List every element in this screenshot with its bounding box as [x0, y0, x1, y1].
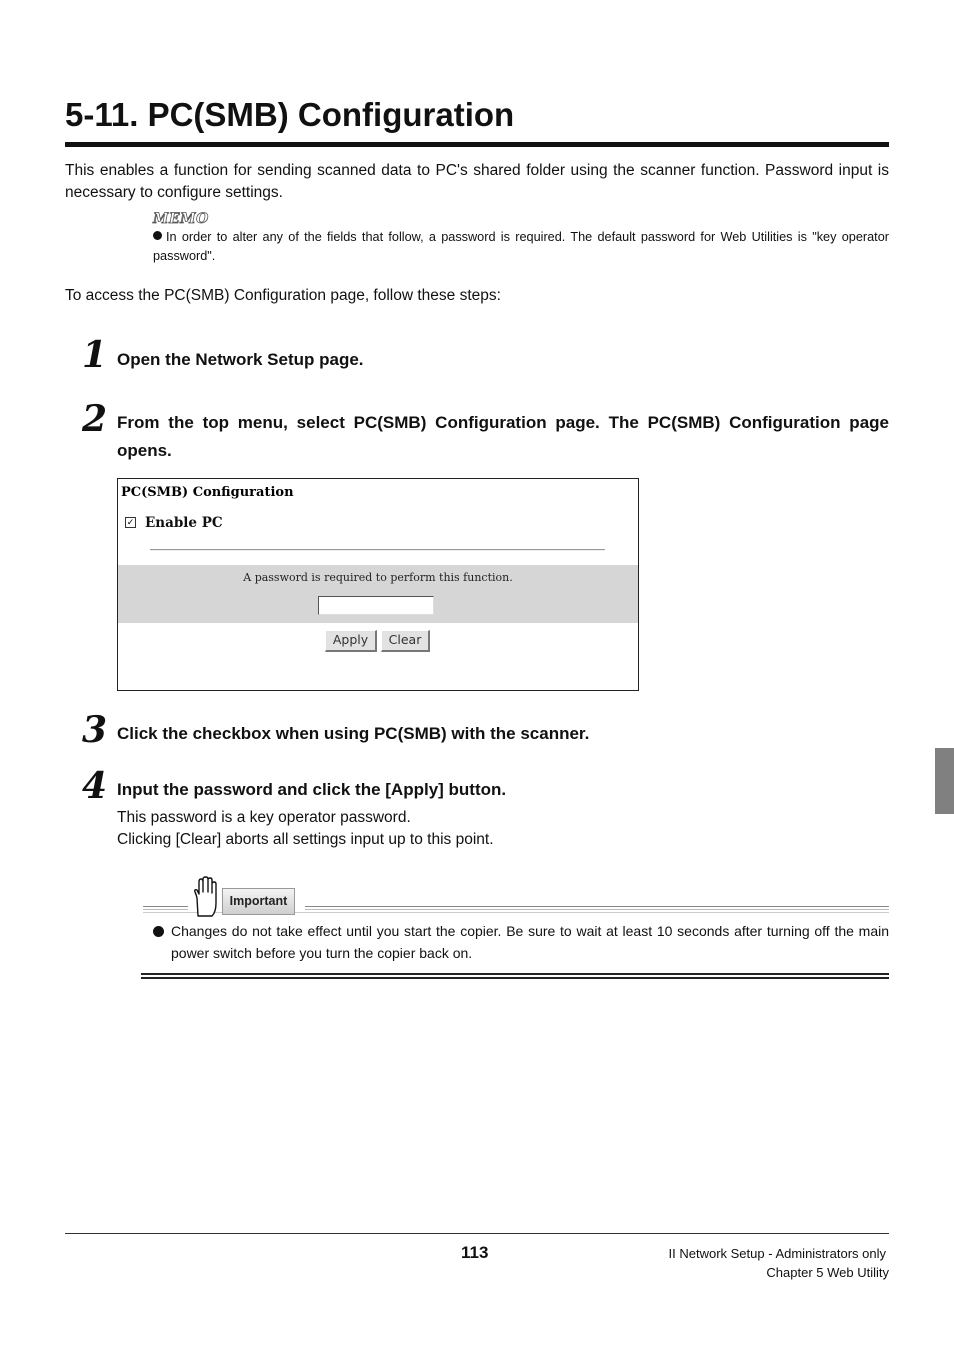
- apply-button[interactable]: Apply: [325, 630, 377, 652]
- important-bottom-rule: [141, 973, 889, 975]
- footer-rule: [65, 1233, 889, 1234]
- important-label: Important: [222, 888, 295, 915]
- title-underline: [65, 142, 889, 147]
- footer-section: II Network Setup - Administrators only: [668, 1246, 886, 1261]
- access-instructions: To access the PC(SMB) Configuration page, follow these steps:: [65, 287, 501, 304]
- footer-chapter: Chapter 5 Web Utility: [766, 1265, 889, 1280]
- important-rule-right: [305, 906, 889, 910]
- clear-button[interactable]: Clear: [381, 630, 430, 652]
- enable-pc-checkbox[interactable]: ✓: [126, 517, 135, 527]
- chapter-tab: [935, 748, 954, 814]
- step4-note-1: This password is a key operator password.: [117, 809, 411, 826]
- step-number-2: 2: [82, 398, 108, 440]
- bullet-icon: [153, 926, 164, 937]
- step-number-1: 1: [82, 334, 108, 376]
- intro-paragraph: This enables a function for sending scanned data to PC's shared folder using the scanner function. Password input is necessary to configure settings.: [65, 162, 889, 201]
- password-input[interactable]: [318, 596, 434, 615]
- step-text-2: From the top menu, select PC(SMB) Configuration page. The PC(SMB) Configuration page opens.: [117, 413, 889, 460]
- step-number-3: 3: [82, 709, 108, 751]
- page-title: 5-11. PC(SMB) Configuration: [65, 96, 515, 133]
- enable-pc-label: Enable PC: [145, 515, 223, 531]
- important-bottom-rule-2: [141, 977, 889, 979]
- page-number: 113: [461, 1243, 489, 1262]
- smb-config-screenshot: [117, 478, 639, 691]
- step4-note-2: Clicking [Clear] aborts all settings input up to this point.: [117, 831, 494, 848]
- password-panel: [118, 565, 638, 623]
- memo-text: In order to alter any of the fields that follow, a password is required. The default password for Web Utilities is "key operator password".: [153, 230, 889, 263]
- step-text-1: Open the Network Setup page.: [117, 350, 364, 369]
- important-rule-left: [143, 906, 188, 910]
- hand-stop-icon: [193, 876, 219, 918]
- password-prompt: A password is required to perform this function.: [243, 571, 513, 584]
- important-text: Changes do not take effect until you start the copier. Be sure to wait at least 10 seconds after turning off the main power switch before you turn the copier back on.: [171, 923, 889, 961]
- step-number-4: 4: [82, 765, 108, 807]
- memo-label: MEMO: [153, 211, 209, 227]
- screenshot-title: PC(SMB) Configuration: [121, 485, 294, 500]
- step-text-3: Click the checkbox when using PC(SMB) with the scanner.: [117, 724, 590, 743]
- divider: [150, 549, 605, 551]
- step-text-4: Input the password and click the [Apply] button.: [117, 780, 507, 799]
